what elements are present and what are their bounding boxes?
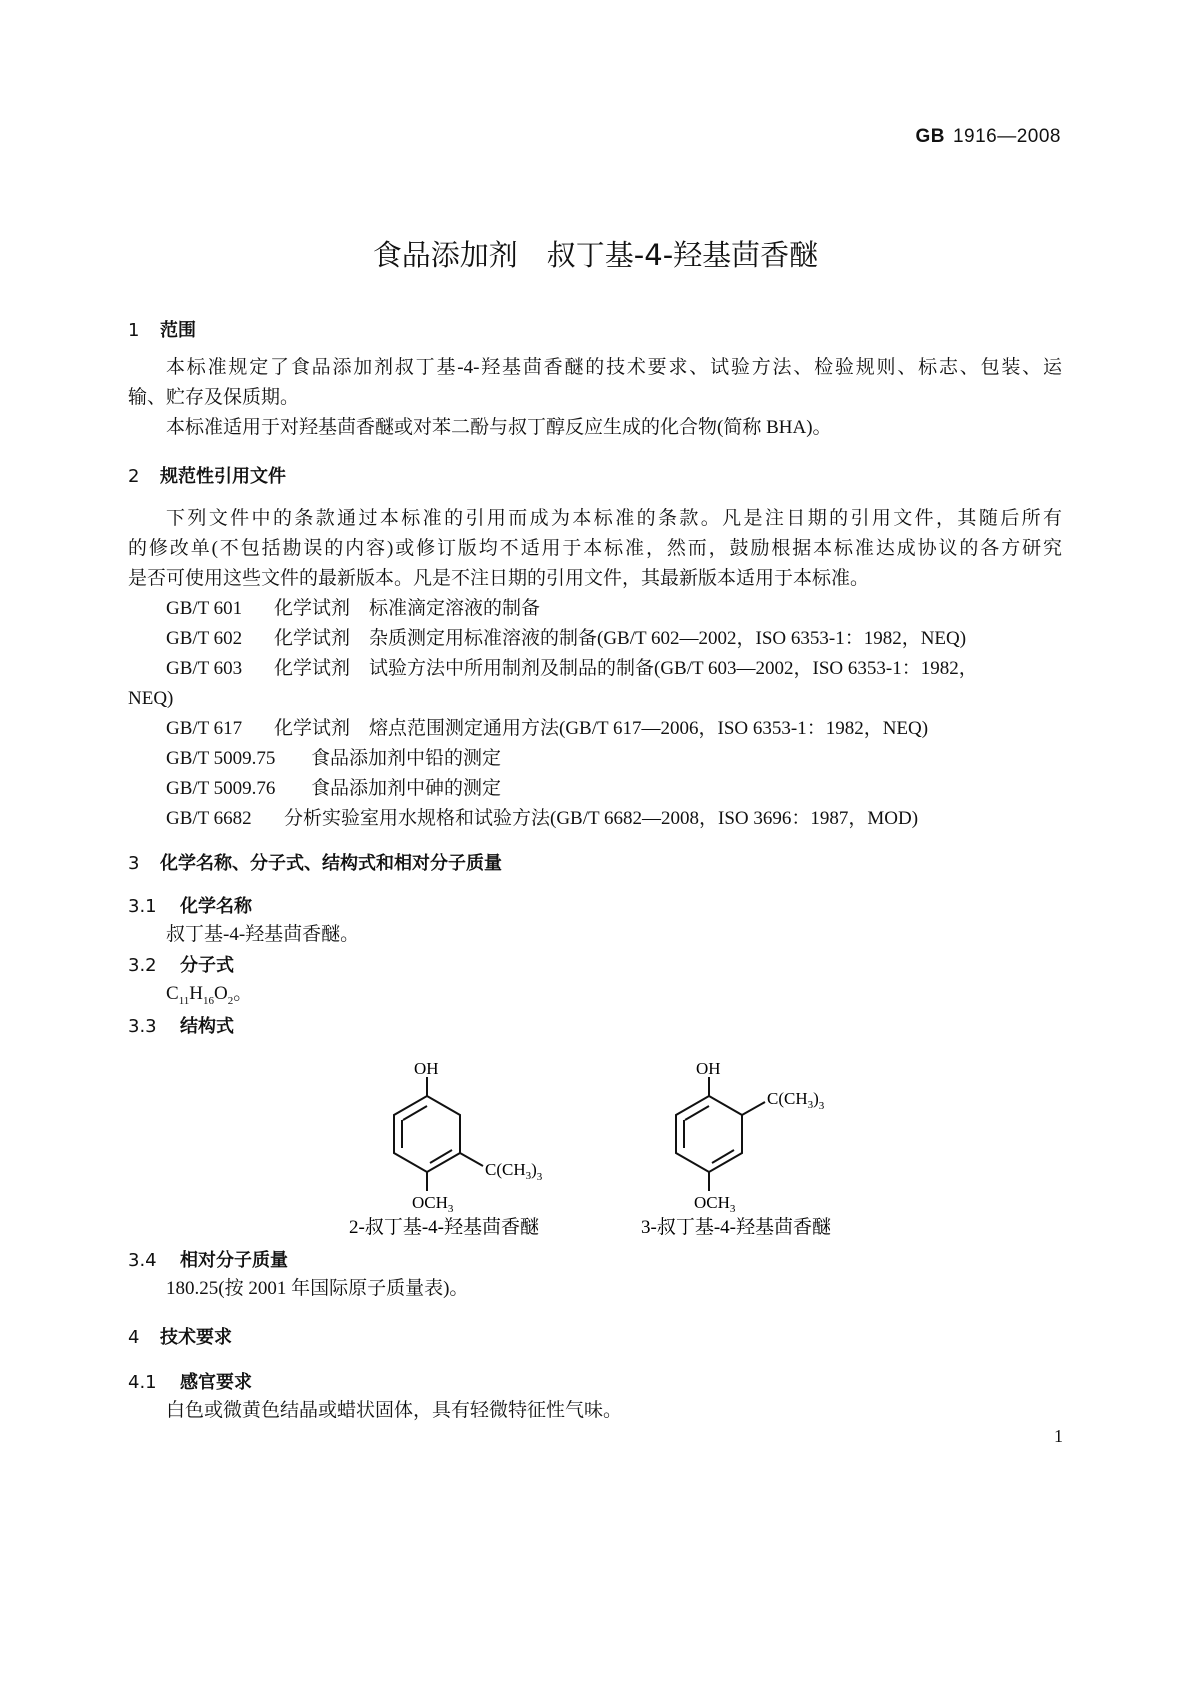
- section-number: 2: [128, 466, 140, 487]
- reference-code: GB/T 6682: [166, 808, 252, 829]
- reference-code: GB/T 601: [166, 598, 243, 619]
- reference-title: 食品添加剂中铅的测定: [311, 748, 502, 769]
- standard-prefix: GB: [915, 126, 945, 147]
- section-1-heading: [128, 316, 196, 342]
- structure-3-bha: [641, 1059, 832, 1238]
- scope-paragraph-2: 本标准适用于对羟基茴香醚或对苯二酚与叔丁醇反应生成的化合物(简称 BHA)。: [166, 417, 832, 438]
- structure-2-bha: [349, 1059, 543, 1238]
- reference-item: [166, 713, 928, 744]
- tert-butyl-label: $C(CH_3)_3$: [767, 1089, 825, 1112]
- reference-title: 化学试剂 熔点范围测定通用方法(GB/T 617—2006，ISO 6353-1：1982，NEQ): [274, 718, 929, 739]
- reference-title: 分析实验室用水规格和试验方法(GB/T 6682—2008，ISO 3696：1987，MOD): [284, 808, 919, 829]
- reference-item: [166, 653, 978, 684]
- section-4-heading: [128, 1323, 232, 1349]
- section-number: 3: [128, 853, 140, 874]
- methoxy-label: $OCH_3$: [412, 1193, 454, 1215]
- standard-code: 1916—2008: [952, 126, 1061, 147]
- formula-subscript: 11: [178, 994, 190, 1007]
- subsection-number: 3.2: [128, 955, 157, 976]
- section-3-heading: [128, 849, 502, 875]
- hydroxyl-label: OH: [696, 1059, 721, 1078]
- ring-double-bond: [430, 1150, 452, 1163]
- chemical-name: 叔丁基-4-羟基茴香醚。: [166, 924, 360, 945]
- subsection-3-3-heading: [128, 1012, 234, 1038]
- reference-item-continuation: NEQ): [128, 688, 174, 709]
- subsection-title: 感官要求: [180, 1372, 252, 1393]
- substituent-bond: [742, 1102, 765, 1115]
- subsection-title: 化学名称: [180, 896, 252, 917]
- subsection-number: 3.3: [128, 1016, 157, 1037]
- subsection-3-1-heading: [128, 892, 252, 918]
- reference-item: [166, 743, 501, 774]
- hydroxyl-label: OH: [414, 1059, 439, 1078]
- references-intro-line-3: 是否可使用这些文件的最新版本。凡是不注日期的引用文件，其最新版本适用于本标准。: [128, 568, 870, 589]
- formula-element: C: [166, 983, 179, 1004]
- reference-item: [166, 803, 918, 834]
- section-2-heading: [128, 462, 286, 488]
- reference-title: 食品添加剂中砷的测定: [311, 778, 502, 799]
- subsection-number: 4.1: [128, 1372, 157, 1393]
- subsection-4-1-heading: [128, 1368, 252, 1394]
- benzene-ring: [676, 1096, 742, 1172]
- scope-paragraph-line-1: 本标准规定了食品添加剂叔丁基-4-羟基茴香醚的技术要求、试验方法、检验规则、标志、包装、运: [166, 357, 1062, 378]
- scope-paragraph-line-2: 输、贮存及保质期。: [128, 387, 300, 408]
- subsection-title: 分子式: [180, 955, 234, 976]
- section-title: 技术要求: [160, 1327, 232, 1348]
- subsection-title: 结构式: [180, 1016, 234, 1037]
- subsection-3-4-heading: [128, 1246, 288, 1272]
- reference-code: GB/T 5009.76: [166, 778, 276, 799]
- reference-title: 化学试剂 杂质测定用标准溶液的制备(GB/T 602—2002，ISO 6353-1：1982，NEQ): [274, 628, 967, 649]
- subsection-number: 3.1: [128, 896, 157, 917]
- page-number: 1: [1054, 1426, 1063, 1446]
- molecular-formula: [166, 978, 252, 1017]
- reference-item: [166, 623, 966, 654]
- structural-formulas: [0, 1040, 1191, 1270]
- standard-number: [915, 126, 1061, 148]
- sensory-requirement: 白色或微黄色结晶或蜡状固体，具有轻微特征性气味。: [166, 1400, 623, 1421]
- molecular-mass: 180.25(按 2001 年国际原子质量表)。: [166, 1278, 469, 1299]
- formula-element: O: [214, 983, 228, 1004]
- formula-subscript: 2: [227, 994, 234, 1007]
- section-number: 4: [128, 1327, 140, 1348]
- subsection-3-2-heading: [128, 951, 234, 977]
- references-intro-line-1: 下列文件中的条款通过本标准的引用而成为本标准的条款。凡是注日期的引用文件，其随后所有: [166, 508, 1062, 529]
- formula-subscript: 16: [203, 994, 215, 1007]
- section-title: 化学名称、分子式、结构式和相对分子质量: [160, 853, 502, 874]
- methoxy-label: $OCH_3$: [694, 1193, 736, 1215]
- reference-code: GB/T 603: [166, 658, 243, 679]
- references-intro-line-2: 的修改单(不包括勘误的内容)或修订版均不适用于本标准，然而，鼓励根据本标准达成协议的各方研究: [128, 538, 1062, 559]
- tert-butyl-label: $C(CH_3)_3$: [485, 1160, 543, 1183]
- reference-title: 化学试剂 标准滴定溶液的制备: [274, 598, 541, 619]
- reference-item: [166, 593, 540, 624]
- reference-code: GB/T 602: [166, 628, 243, 649]
- structure-caption: 3-叔丁基-4-羟基茴香醚: [641, 1217, 831, 1238]
- document-title: 食品添加剂 叔丁基-4-羟基茴香醚: [372, 238, 819, 272]
- section-title: 范围: [160, 320, 196, 341]
- structure-caption: 2-叔丁基-4-羟基茴香醚: [349, 1217, 539, 1238]
- reference-item: [166, 773, 501, 804]
- section-title: 规范性引用文件: [160, 466, 286, 487]
- formula-element: H: [189, 983, 204, 1004]
- benzene-ring: [394, 1096, 460, 1172]
- subsection-title: 相对分子质量: [180, 1250, 288, 1271]
- reference-title: 化学试剂 试验方法中所用制剂及制品的制备(GB/T 603—2002，ISO 6353-1：1982，: [274, 658, 978, 679]
- ring-double-bond: [712, 1150, 734, 1163]
- reference-code: GB/T 617: [166, 718, 243, 739]
- reference-code: GB/T 5009.75: [166, 748, 276, 769]
- subsection-number: 3.4: [128, 1250, 157, 1271]
- formula-end: 。: [233, 983, 253, 1004]
- section-number: 1: [128, 320, 140, 341]
- substituent-bond: [460, 1153, 483, 1166]
